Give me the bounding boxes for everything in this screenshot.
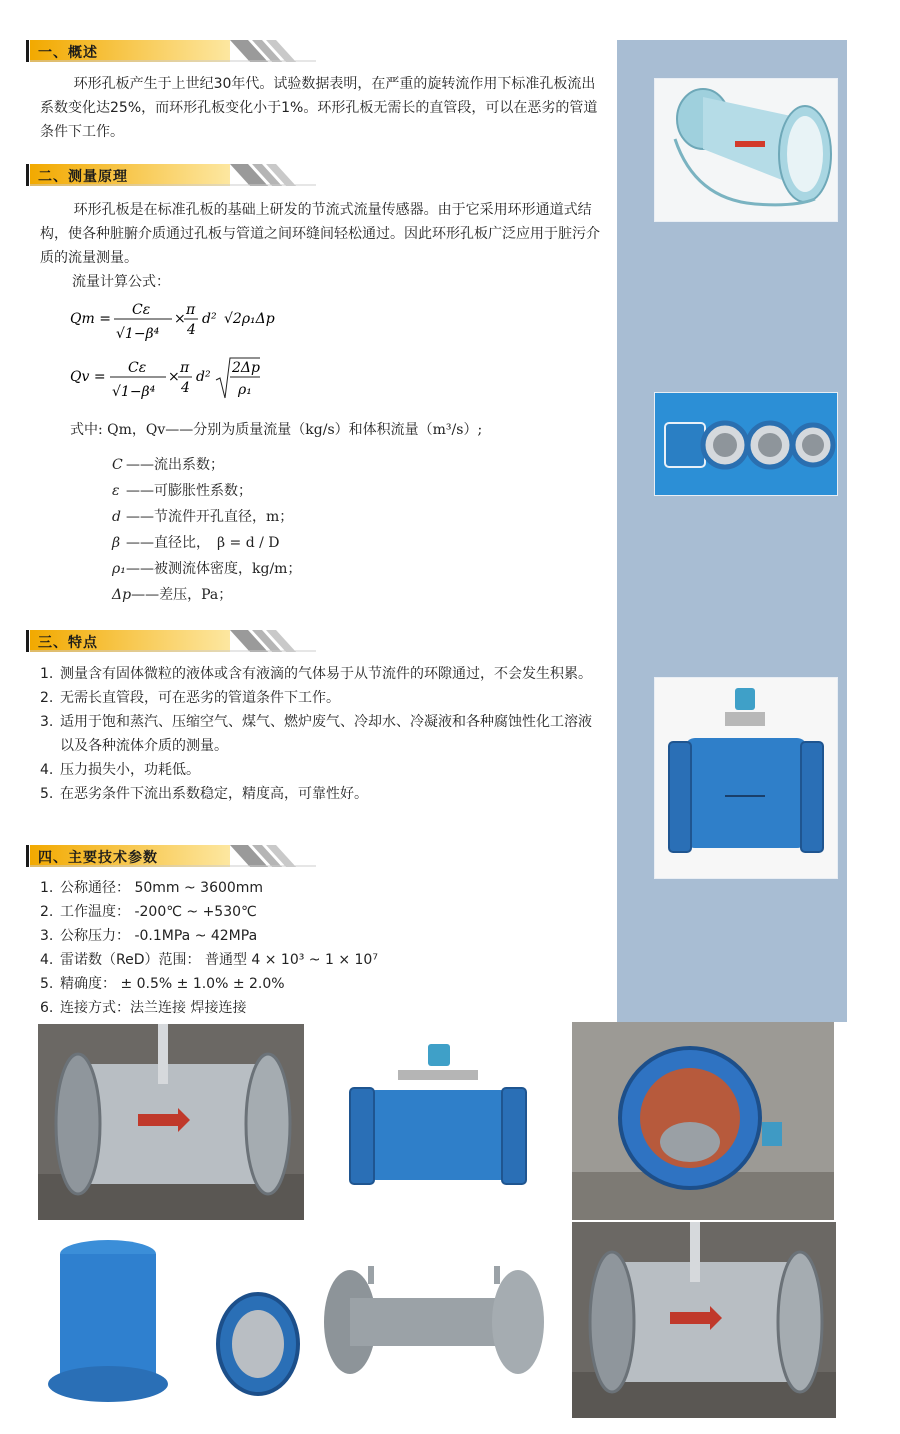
formula-qm-times: ×: [174, 311, 186, 327]
features-list: [40, 662, 605, 806]
grey-flanged-pipe-photo: [320, 1262, 548, 1382]
item-text: 连接方式：法兰连接 焊接连接: [60, 1000, 247, 1016]
formula-qm-num: Cε: [132, 302, 151, 318]
list-item: [40, 662, 605, 686]
item-text: 公称通径： 50mm ~ 3600mm: [60, 880, 264, 896]
symbol-desc: ——直径比， β = d / D: [126, 535, 280, 551]
formula-qv-four: 4: [181, 380, 190, 396]
section-header-features: [26, 630, 316, 652]
formula-qm: [70, 298, 330, 350]
item-number: 3.: [40, 714, 54, 730]
symbol-desc: ——被测流体密度，kg/m；: [126, 561, 302, 577]
formula-label: 流量计算公式：: [72, 274, 170, 290]
pale-blue-orifice-pipe-photo: [654, 78, 838, 222]
formula-qm-pi: π: [186, 302, 196, 318]
list-item: [40, 924, 605, 948]
item-number: 5.: [40, 976, 54, 992]
symbol: Δp: [112, 587, 132, 603]
blue-pipe-and-flange-photo: [38, 1224, 304, 1420]
formula-qv-d2: d²: [196, 369, 211, 385]
symbol-desc: ——流出系数；: [126, 457, 224, 473]
symbol-row: [112, 478, 301, 504]
item-number: 3.: [40, 928, 54, 944]
section-title: 四、主要技术参数: [38, 850, 158, 866]
formula-qv-root-den: ρ₁: [238, 382, 252, 398]
formula-qm-root: √2ρ₁Δp: [224, 311, 275, 327]
item-number: 2.: [40, 904, 54, 920]
formula-qm-den: √1−β⁴: [116, 326, 160, 342]
specs-list: [40, 876, 605, 1020]
item-text: 雷诺数（ReD）范围： 普通型 4 × 10³ ~ 1 × 10⁷: [60, 952, 378, 968]
formula-qv-num: Cε: [128, 360, 147, 376]
list-item: [40, 972, 605, 996]
list-item: [40, 710, 605, 758]
item-number: 1.: [40, 880, 54, 896]
steel-pipe-section-photo: [38, 1024, 304, 1220]
item-number: 2.: [40, 690, 54, 706]
formula-qm-lhs: Qm =: [70, 311, 111, 327]
where-text: Qm，Qv——分别为质量流量（kg/s）和体积流量（m³/s）;: [107, 422, 483, 438]
formula-qv-times: ×: [168, 369, 180, 385]
symbol: d: [112, 509, 121, 525]
blue-flowmeter-with-transmitter-photo: [654, 677, 838, 879]
steel-pipe-section-photo-2: [572, 1222, 836, 1418]
list-item: [40, 876, 605, 900]
principle-paragraph: 环形孔板是在标准孔板的基础上研发的节流式流量传感器。由于它采用环形通道式结构，使各种脏腑介质通过孔板与管道之间环缝间轻松通过。因此环形孔板广泛应用于脏污介质的流量测量。: [40, 202, 600, 266]
list-item: [40, 782, 605, 806]
section-header-principle: [26, 164, 316, 186]
list-item: [40, 948, 605, 972]
blue-flange-end-view-photo: [572, 1022, 834, 1220]
formula-qv: [70, 352, 330, 412]
item-number: 1.: [40, 666, 54, 682]
item-text: 在恶劣条件下流出系数稳定，精度高，可靠性好。: [60, 786, 368, 802]
section-header-overview: [26, 40, 316, 62]
formula-qv-pi: π: [180, 360, 190, 376]
item-text: 精确度： ± 0.5% ± 1.0% ± 2.0%: [60, 976, 285, 992]
formula-qm-d2: d²: [202, 311, 217, 327]
symbol-row: [112, 452, 301, 478]
blue-flowmeter-on-white-photo: [338, 1040, 538, 1210]
item-number: 4.: [40, 762, 54, 778]
item-text: 无需长直管段，可在恶劣的管道条件下工作。: [60, 690, 340, 706]
where-line: [70, 418, 610, 442]
symbol: ε: [112, 483, 120, 499]
section-header-specs: [26, 845, 316, 867]
formula-qv-lhs: Qv =: [70, 369, 106, 385]
item-text: 测量含有固体微粒的液体或含有液滴的气体易于从节流件的环隙通过，不会发生积累。: [60, 666, 592, 682]
three-orifice-rings-photo: [654, 392, 838, 496]
symbol: C: [112, 457, 123, 473]
symbol-row: [112, 556, 301, 582]
section-title: 一、概述: [38, 45, 98, 61]
item-text: 适用于饱和蒸汽、压缩空气、煤气、燃炉废气、冷却水、冷凝液和各种腐蚀性化工溶液以及各种流体介质的测量。: [60, 714, 592, 754]
formula-qv-den: √1−β⁴: [112, 384, 156, 400]
symbol-list: [112, 452, 301, 608]
list-item: [40, 686, 605, 710]
item-text: 工作温度： -200℃ ~ +530℃: [60, 904, 257, 920]
symbol: β: [112, 535, 121, 551]
item-number: 4.: [40, 952, 54, 968]
list-item: [40, 996, 605, 1020]
item-text: 压力损失小，功耗低。: [60, 762, 200, 778]
section-title: 二、测量原理: [38, 169, 128, 185]
overview-paragraph: 环形孔板产生于上世纪30年代。试验数据表明，在严重的旋转流作用下标准孔板流出系数变化达25%，而环形孔板变化小于1%。环形孔板无需长的直管段，可以在恶劣的管道条件下工作。: [40, 76, 598, 140]
symbol-desc: ——差压，Pa；: [131, 587, 233, 603]
formula-qm-four: 4: [187, 322, 196, 338]
symbol-row: [112, 582, 301, 608]
list-item: [40, 758, 605, 782]
symbol-row: [112, 504, 301, 530]
list-item: [40, 900, 605, 924]
where-prefix: 式中:: [70, 422, 103, 438]
section-title: 三、特点: [38, 635, 98, 651]
symbol-desc: ——节流件开孔直径，m；: [126, 509, 294, 525]
item-number: 5.: [40, 786, 54, 802]
symbol-row: [112, 530, 301, 556]
symbol-desc: ——可膨胀性系数；: [126, 483, 252, 499]
item-number: 6.: [40, 1000, 54, 1016]
item-text: 公称压力： -0.1MPa ~ 42MPa: [60, 928, 258, 944]
symbol: ρ₁: [112, 561, 126, 577]
formula-qv-root-num: 2Δp: [232, 360, 260, 376]
